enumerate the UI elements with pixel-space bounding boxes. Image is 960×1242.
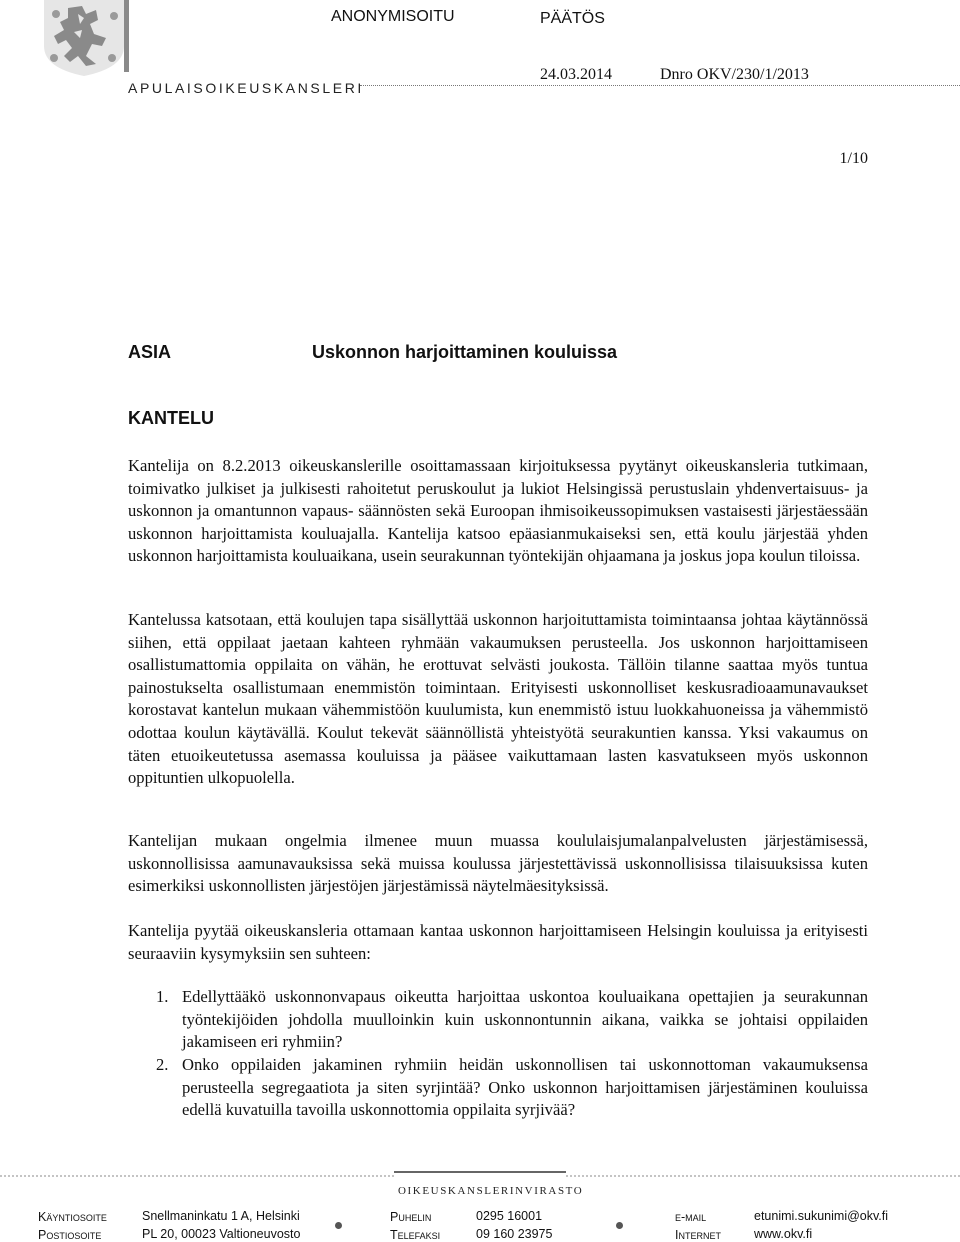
bullet-separator — [616, 1222, 623, 1229]
kantelu-heading: KANTELU — [128, 408, 214, 428]
body-paragraph: Kantelussa katsotaan, että koulujen tapa sisällyttää uskonnon harjoituttamista toimintaansa johtaa käytännössä siihen, että oppilaat jaetaan kahteen ryhmään vakaumuksen perusteella. Jos uskonnon harjoittamiseen osallistumattomia oppilaita on vähän, he erottuvat selvästi joukosta. Tällöin tilanne saattaa myös tuntua painostukselta osallistumaan enemmistön toimintaan. Erityisesti uskonnolliset keskusradioaamunavaukset korostavat kantelun mukaan vähemmistöön kuulumista, kun enemmistö istuu luokkahuoneissa ja vähemmistö odottaa koulun käytävällä. Koulut tekevät säännöllistä yhteistyötä seurakuntien kanssa. Yksi vakaumus on täten etuoikeutetussa asemassa kouluissa ja pääsee vaikuttamaan lasten kasvatukseen myös uskonnon oppituntien ulkopuolella. — [128, 610, 868, 788]
fax-label: Telefaksi — [390, 1228, 441, 1242]
website-label: Internet — [675, 1228, 721, 1242]
website-link[interactable]: www.okv.fi — [754, 1227, 813, 1241]
fax-number: 09 160 23975 — [476, 1227, 553, 1241]
page-number: 1/10 — [839, 150, 868, 167]
list-text: Onko oppilaiden jakaminen ryhmiin heidän uskonnollisen tai uskonnottoman vakaumuksensa perusteella segregaatiota ja siten syrjintää? Onko uskonnon harjoittamisen järjestäminen kouluissa edellä kuvatuilla tavoilla uskonnottomia oppilaita syrjivää? — [182, 1055, 868, 1120]
body-paragraph: Kantelija on 8.2.2013 oikeuskanslerille osoittamassaan kirjoituksessa pyytänyt oikeuskansleria tutkimaan, toimivatko julkiset ja julkisesti rahoitetut peruskoulut ja lukiot Helsingissä perustuslain yhdenvertaisuus- ja uskonnon ja omantunnon vapaus- säännösten sekä Euroopan ihmisoikeussopimuksen vastaisesti järjestäessään uskonnon harjoittamista kouluajalla. Kantelija katsoo epäasianmukaiseksi sen, että koulu järjestää yhden uskonnon harjoittamista kouluaikana, usein seurakunnan työntekijän ohjaamana ja joskus jopa koulun tiloissa. — [128, 456, 868, 566]
header-divider — [360, 85, 960, 86]
phone-number: 0295 16001 — [476, 1209, 543, 1223]
subject-title: Uskonnon harjoittaminen kouluissa — [312, 342, 618, 362]
coat-of-arms-logo — [38, 0, 130, 76]
document-type: PÄÄTÖS — [540, 10, 605, 27]
postal-address: PL 20, 00023 Valtioneuvosto — [142, 1227, 301, 1241]
list-number: 1. — [156, 987, 169, 1006]
anonymized-label: ANONYMISOITU — [331, 8, 455, 25]
footer-brand: OIKEUSKANSLERINVIRASTO — [398, 1185, 584, 1197]
body-paragraph: Kantelijan mukaan ongelmia ilmenee muun muassa koululaisjumalanpalvelusten järjestämisessä, uskonnollisissa aamunavauksissa sekä muissa koulussa järjestettävissä uskonnollisissa tilaisuuksissa kuten esimerkiksi uskonnollisten järjestöjen järjestämissä näytelmäesityksissä. — [128, 831, 868, 896]
body-paragraph: Kantelija pyytää oikeuskansleria ottamaan kantaa uskonnon harjoittamiseen Helsingin kouluissa ja erityisesti seuraaviin kysymyksiin sen suhteen: — [128, 921, 868, 963]
list-item — [156, 986, 868, 1054]
organization-name: APULAISOIKEUSKANSLERI — [128, 80, 364, 96]
postal-address-label: Postiosoite — [38, 1228, 102, 1242]
footer-divider — [0, 1170, 960, 1182]
list-item — [156, 1054, 868, 1122]
asia-label: ASIA — [128, 342, 172, 362]
document-date: 24.03.2014 — [540, 66, 612, 83]
visit-address-label: Käyntiosoite — [38, 1210, 107, 1224]
email-label: e-mail — [675, 1210, 707, 1224]
document-number: Dnro OKV/230/1/2013 — [660, 66, 809, 83]
bullet-separator — [335, 1222, 342, 1229]
email-address[interactable]: etunimi.sukunimi@okv.fi — [754, 1209, 889, 1223]
visit-address: Snellmaninkatu 1 A, Helsinki — [142, 1209, 300, 1223]
list-number: 2. — [156, 1055, 169, 1074]
phone-label: Puhelin — [390, 1210, 432, 1224]
list-text: Edellyttääkö uskonnonvapaus oikeutta harjoittaa uskontoa kouluaikana opettajien ja seurakunnan työntekijöiden johdolla muulloinkin kuin uskonnontunnin aikana, vaikka se johtaisi oppilaiden jakamiseen eri ryhmiin? — [182, 987, 868, 1052]
